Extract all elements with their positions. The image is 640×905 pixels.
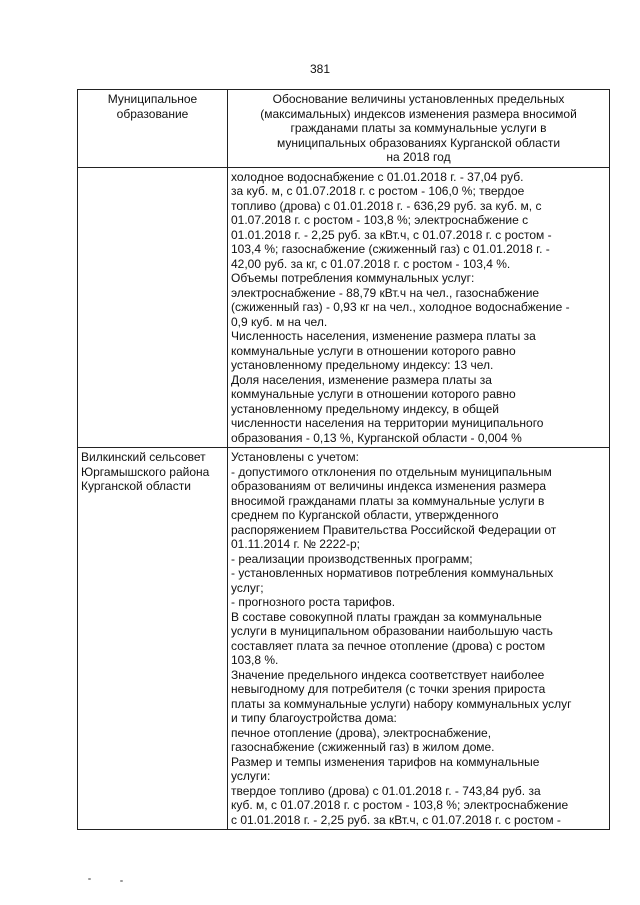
header-municipality: [78, 90, 228, 168]
text-line: печное отопление (дрова), электроснабжение,: [231, 725, 492, 740]
text-line: составляет плата за печное отопление (дрова) с ростом: [231, 638, 546, 653]
text-line: Размер и темпы изменения тарифов на коммунальные: [231, 754, 540, 769]
text-line: распоряжением Правительства Российской Федерации от: [231, 522, 557, 537]
justification-cell: [228, 448, 610, 830]
header-justification-line: (максимальных) индексов изменения размера вносимой: [260, 106, 577, 121]
tariff-justification-table: [77, 89, 610, 830]
text-line: электроснабжение - 88,79 кВт.ч на чел., газоснабжение: [231, 285, 540, 300]
text-line: и типу благоустройства дома:: [231, 711, 397, 725]
text-line: невыгодному для потребителя (с точки зрения прироста: [231, 682, 546, 696]
text-line: коммунальные услуги в отношении которого равно: [231, 387, 516, 401]
text-line: Численность населения, изменение размера платы за: [231, 329, 536, 343]
text-line: образования - 0,13 %, Курганской области - 0,004 %: [231, 430, 522, 445]
text-line: среднем по Курганской области, утвержденного: [231, 508, 499, 522]
header-justification: [228, 90, 610, 168]
text-line: 01.11.2014 г. № 2222-р;: [231, 537, 360, 551]
text-line: установленному предельному индексу: 13 чел.: [231, 358, 494, 372]
text-line: - реализации производственных программ;: [231, 551, 473, 566]
text-line: куб. м, с 01.07.2018 г. с ростом - 103,8 %; электроснабжение: [231, 798, 569, 812]
text-line: услуги:: [231, 769, 271, 783]
text-line: с 01.01.2018 г. - 2,25 руб. за кВт.ч, с 01.07.2018 г. с ростом -: [231, 812, 561, 827]
text-line: - установленных нормативов потребления коммунальных: [231, 566, 554, 580]
justification-cell: [228, 167, 610, 448]
text-line: холодное водоснабжение с 01.01.2018 г. - 37,04 руб.: [231, 169, 524, 184]
text-line: Установлены с учетом:: [231, 450, 359, 464]
text-line: услуг;: [231, 580, 264, 595]
text-line: за куб. м, с 01.07.2018 г. с ростом - 106,0 %; твердое: [231, 184, 525, 198]
text-line: коммунальные услуги в отношении которого равно: [231, 343, 516, 358]
header-justification-line: Обоснование величины установленных предельных: [272, 92, 565, 106]
table-row-continued: [78, 167, 610, 448]
text-line: - прогнозного роста тарифов.: [231, 595, 396, 609]
municipality-cell: [78, 448, 228, 830]
header-justification-line: на 2018 год: [386, 150, 451, 164]
header-justification-line: муниципальных образованиях Курганской области: [276, 135, 561, 150]
text-line: численности населения на территории муниципального: [231, 416, 544, 430]
text-line: установленному предельному индексу, в общей: [231, 401, 499, 416]
page-number: 381: [309, 62, 331, 76]
text-line: газоснабжение (сжиженный газ) в жилом доме.: [231, 740, 495, 754]
table-row-vilkinsky: [78, 448, 610, 830]
table-header-row: [78, 90, 610, 168]
text-line: услуги в муниципальном образовании наибольшую часть: [231, 624, 553, 638]
text-line: Значение предельного индекса соответствует наиболее: [231, 667, 545, 682]
scan-speck: [120, 880, 123, 882]
text-line: Объемы потребления коммунальных услуг:: [231, 271, 475, 285]
text-line: 103,8 %.: [231, 653, 279, 667]
text-line: 01.01.2018 г. - 2,25 руб. за кВт.ч, с 01.07.2018 г. с ростом -: [231, 227, 552, 242]
municipality-name-line: Курганской области: [81, 479, 191, 493]
header-municipality-line: образование: [116, 106, 189, 121]
text-line: 42,00 руб. за кг, с 01.07.2018 г. с ростом - 103,4 %.: [231, 256, 511, 271]
header-municipality-line: Муниципальное: [107, 92, 198, 106]
municipality-cell-empty: [78, 167, 228, 448]
text-line: (сжиженный газ) - 0,93 кг на чел., холодное водоснабжение -: [231, 300, 570, 314]
text-line: вносимой гражданами платы за коммунальные услуги в: [231, 493, 545, 508]
text-line: - допустимого отклонения по отдельным муниципальным: [231, 464, 552, 479]
text-line: платы за коммунальные услуги) набору коммунальных услуг: [231, 696, 572, 711]
text-line: образованиям от величины индекса изменения размера: [231, 479, 547, 493]
scan-speck: [88, 878, 91, 880]
municipality-name-line: Вилкинский сельсовет: [81, 450, 206, 464]
municipality-name-line: Юргамышского района: [81, 464, 210, 479]
header-justification-line: гражданами платы за коммунальные услуги в: [290, 121, 547, 135]
text-line: топливо (дрова) с 01.01.2018 г. - 636,29 руб. за куб. м, с: [231, 198, 542, 213]
text-line: твердое топливо (дрова) с 01.01.2018 г. - 743,84 руб. за: [231, 783, 541, 798]
text-line: В составе совокупной платы граждан за коммунальные: [231, 609, 542, 624]
text-line: 01.07.2018 г. с ростом - 103,8 %; электроснабжение с: [231, 213, 529, 227]
text-line: 103,4 %; газоснабжение (сжиженный газ) с 01.01.2018 г. -: [231, 242, 550, 256]
text-line: 0,9 куб. м на чел.: [231, 314, 328, 329]
text-line: Доля населения, изменение размера платы за: [231, 372, 492, 387]
